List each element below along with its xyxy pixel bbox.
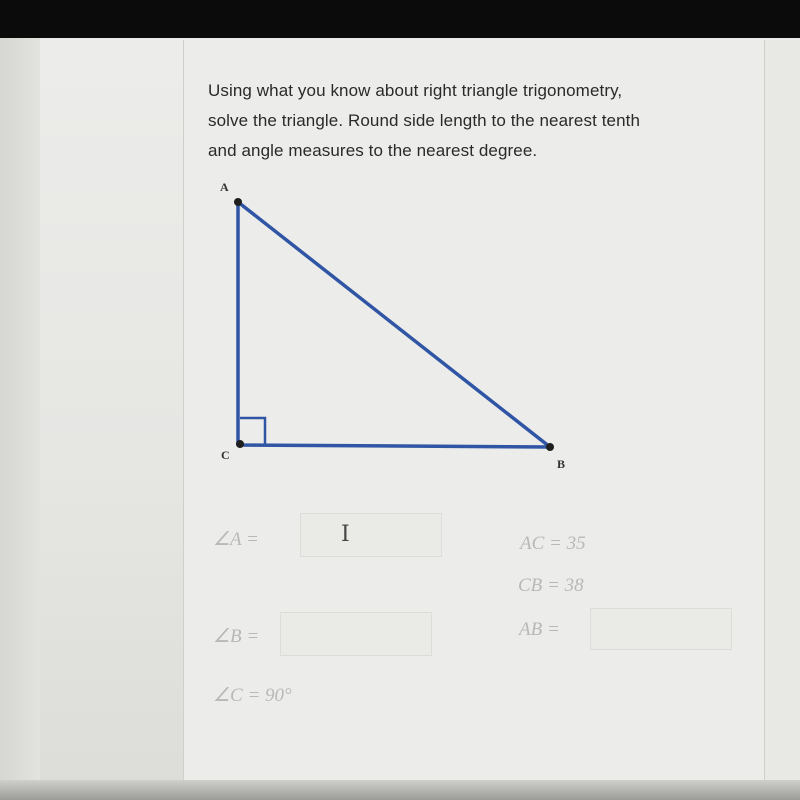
side-ac-label: AC = 35 xyxy=(520,533,586,554)
angle-b-input[interactable] xyxy=(280,612,432,656)
vertex-a-label: A xyxy=(220,180,229,194)
vertex-a-point xyxy=(234,198,242,206)
question-line-1: Using what you know about right triangle trigonometry, xyxy=(208,81,623,100)
side-cb-label: CB = 38 xyxy=(518,575,584,596)
side-ab-label: AB = xyxy=(519,619,560,640)
side-ab-input[interactable] xyxy=(590,608,732,650)
vertex-b-label: B xyxy=(557,457,566,471)
angle-a-input[interactable] xyxy=(300,513,442,557)
angle-a-label: ∠A = xyxy=(213,529,259,550)
question-line-3: and angle measures to the nearest degree. xyxy=(208,141,538,160)
question-line-2: solve the triangle. Round side length to the nearest tenth xyxy=(208,111,641,130)
bottom-bezel xyxy=(0,780,800,800)
right-angle-marker xyxy=(240,418,265,445)
vertex-b-point xyxy=(546,443,554,451)
angle-b-label: ∠B = xyxy=(213,626,260,647)
angle-c-label: ∠C = 90° xyxy=(213,685,292,706)
text-cursor-icon: I xyxy=(341,522,350,547)
vertex-c-point xyxy=(236,440,244,448)
triangle-shape xyxy=(238,202,550,447)
vertex-c-label: C xyxy=(221,448,230,462)
